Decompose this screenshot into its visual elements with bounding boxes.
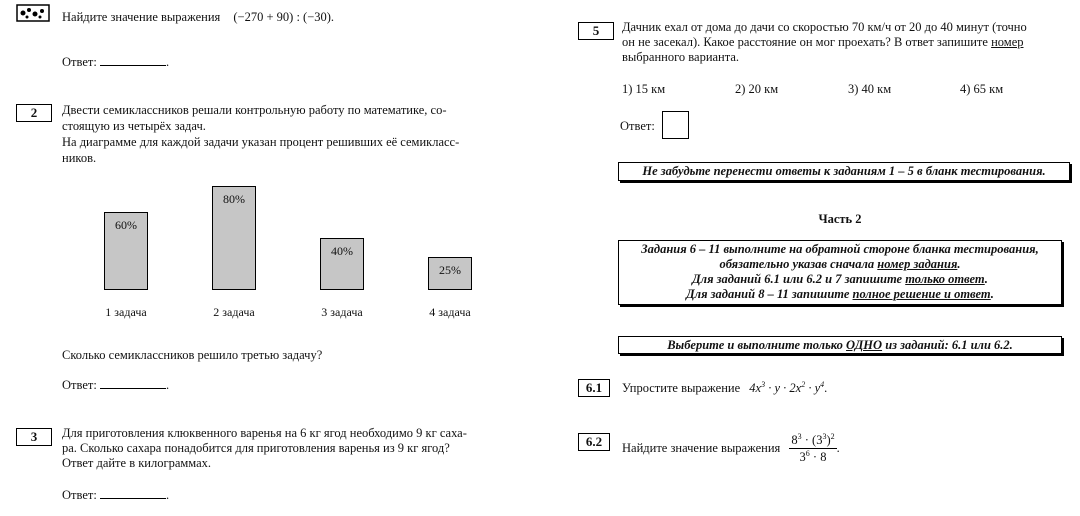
chart-category-label-1: 1 задача: [105, 305, 147, 319]
task5-option-3: 3) 40 км: [848, 82, 892, 96]
task62-number: 6.2: [578, 433, 610, 451]
task2-answer: Ответ: .: [62, 378, 170, 392]
task5-text: Дачник ехал от дома до дачи со скоростью 70 км/ч от 20 до 40 минут (точно он не засекал). Какое расстояние он мог проехать? В ответ запишите номер выбранного варианта.: [622, 20, 1027, 64]
task61-number: 6.1: [578, 379, 610, 397]
task1-expression: (−270 + 90) : (−30).: [233, 10, 335, 24]
notice-choose-one: Выберите и выполните только ОДНО из заданий: 6.1 или 6.2.: [618, 336, 1062, 354]
task2-text: Двести семиклассников решали контрольную работу по математике, со- стоящую из четырёх задач. На диаграмме для каждой задачи указан процент решивших её семикласс- ников.: [62, 103, 460, 165]
chart-value-label-1: 60%: [115, 218, 137, 232]
chart-category-label-3: 3 задача: [321, 305, 363, 319]
task2-number: 2: [16, 104, 52, 122]
task62-text: Найдите значение выражения $\frac{8^3 \cdot (3^3)^2}{3^6 \cdot 8}$ .: [622, 432, 840, 465]
task3-answer-field[interactable]: [100, 488, 166, 499]
task1-text: Найдите значение выражения (−270 + 90) : (−30).: [62, 10, 335, 24]
task2-question: Сколько семиклассников решило третью задачу?: [62, 348, 323, 362]
task62-fraction: $\frac{8^3 \cdot (3^3)^2}{3^6 \cdot 8}$: [791, 432, 835, 465]
task5-option-4: 4) 65 км: [960, 82, 1004, 96]
chart-category-label-4: 4 задача: [429, 305, 471, 319]
chart-value-label-2: 80%: [223, 192, 245, 206]
task5-option-2: 2) 20 км: [735, 82, 779, 96]
task3-number: 3: [16, 428, 52, 446]
task1-answer: Ответ: .: [62, 55, 170, 69]
bar-chart: [60, 180, 510, 330]
part2-title: Часть 2: [818, 212, 862, 226]
task2-answer-field[interactable]: [100, 378, 166, 389]
task5-answer-box[interactable]: [662, 111, 689, 139]
notice-transfer-answers: Не забудьте перенести ответы к заданиям 1 – 5 в бланк тестирования.: [618, 162, 1070, 181]
task5-option-1: 1) 15 км: [622, 82, 666, 96]
notice-part2-instructions: Задания 6 – 11 выполните на обратной стороне бланка тестирования, обязательно указав сначала номер задания. Для заданий 6.1 или 6.2 и 7 запишите только ответ. Для заданий 8 – 11 запишите полное решение и ответ.: [618, 240, 1062, 305]
task5-answer-label: Ответ:: [620, 119, 655, 133]
task61-text: Упростите выражение $4x^3 \cdot y \cdot 2x^2 \cdot y^4$.: [622, 380, 828, 396]
task3-text: Для приготовления клюквенного варенья на 6 кг ягод необходимо 9 кг саха- ра. Сколько сахара понадобится для приготовления варенья из 9 кг ягод? Ответ дайте в килограммах.: [62, 426, 467, 470]
chart-value-label-4: 25%: [439, 263, 461, 277]
chart-category-label-2: 2 задача: [213, 305, 255, 319]
chart-value-label-3: 40%: [331, 244, 353, 258]
task61-expression: $4x^3 \cdot y \cdot 2x^2 \cdot y^4$: [749, 380, 825, 396]
task3-answer: Ответ: .: [62, 488, 170, 502]
task1-answer-field[interactable]: [100, 55, 166, 66]
logo-icon: [16, 4, 50, 22]
task5-number: 5: [578, 22, 614, 40]
